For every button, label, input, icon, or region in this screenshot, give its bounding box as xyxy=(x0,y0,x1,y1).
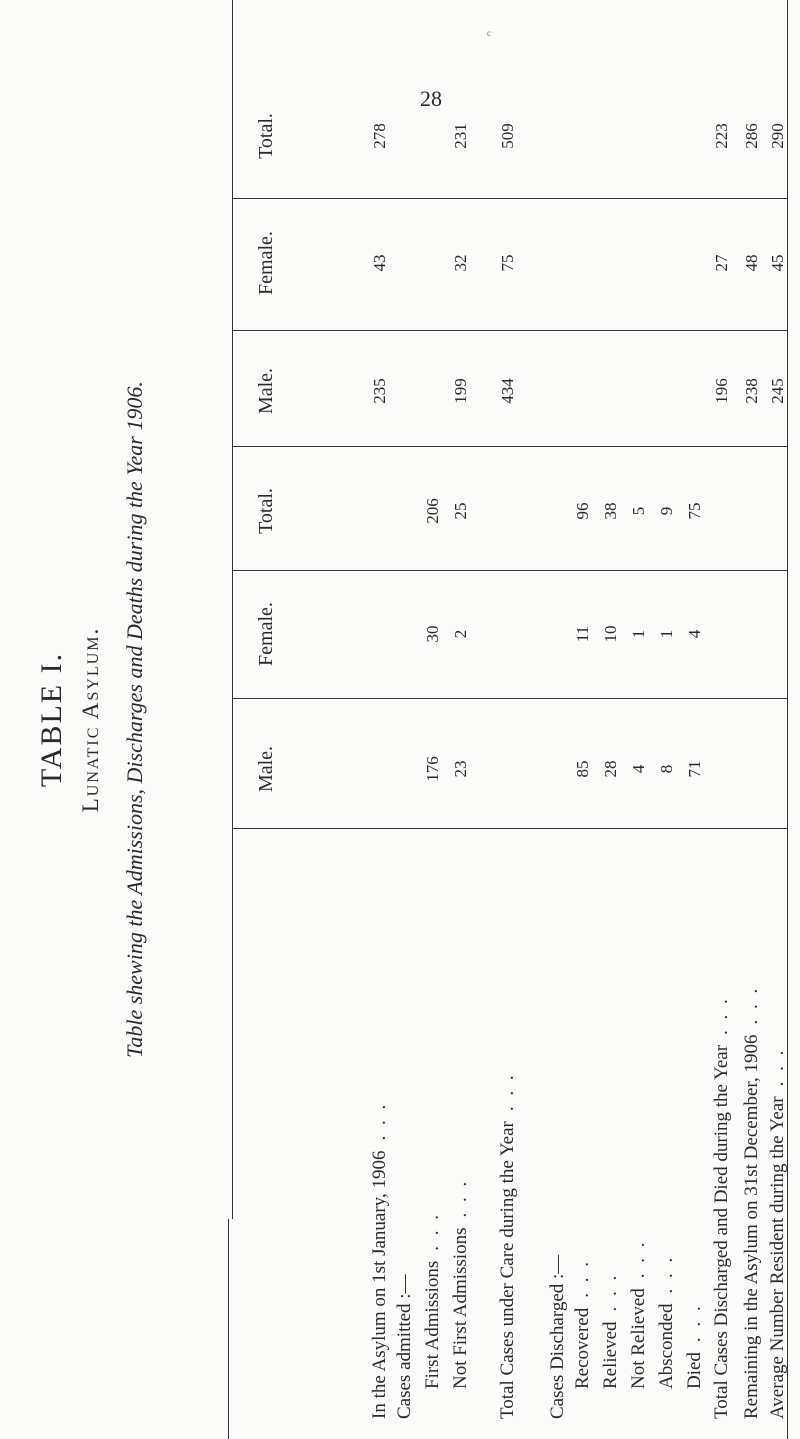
right-value-cell: 48 xyxy=(742,254,761,272)
right-value-cell: 235 xyxy=(370,378,389,404)
row-label: Remaining in the Asylum on 31st December, 1906. . . xyxy=(741,985,762,1419)
corner-mark: c xyxy=(487,28,491,38)
right-value-cell: 509 xyxy=(498,123,517,149)
left-value-cell: 1 xyxy=(629,629,648,639)
column-header: Female. xyxy=(255,602,277,666)
left-value-cell: 38 xyxy=(601,502,620,520)
leader-dots: . . . xyxy=(741,985,762,1025)
left-value-cell: 4 xyxy=(685,629,704,639)
leader-dots: . . . xyxy=(711,996,732,1035)
right-value-cell: 278 xyxy=(370,123,389,149)
column-header: Total. xyxy=(255,113,277,159)
row-label: In the Asylum on 1st January, 1906. . . xyxy=(369,1101,390,1419)
right-value-cell: 286 xyxy=(742,123,761,149)
right-value-cell: 43 xyxy=(370,254,389,272)
column-header: Total. xyxy=(255,488,277,534)
leader-dots: . . . xyxy=(628,1239,649,1279)
leader-dots: . . . xyxy=(572,1259,593,1298)
leader-dots: . . . xyxy=(450,1178,471,1218)
left-value-cell: 25 xyxy=(451,502,470,520)
row-label: Average Number Resident during the Year. . . xyxy=(767,1047,788,1419)
left-value-cell: 96 xyxy=(573,502,592,520)
row-label: Not First Admissions. . . xyxy=(450,1178,471,1389)
right-value-cell: 196 xyxy=(712,378,731,404)
column-header: Male. xyxy=(255,745,277,793)
left-value-cell: 2 xyxy=(451,629,470,639)
column-rule xyxy=(232,330,787,331)
left-value-cell: 176 xyxy=(423,756,442,782)
page-number: 28 xyxy=(420,86,442,111)
left-value-cell: 75 xyxy=(685,502,704,520)
left-value-cell: 28 xyxy=(601,760,620,778)
column-rule xyxy=(232,446,787,447)
right-value-cell: 290 xyxy=(768,123,787,149)
left-value-cell: 30 xyxy=(423,625,442,643)
column-rule xyxy=(232,828,787,829)
leader-dots: . . . xyxy=(369,1101,390,1141)
row-label: Total Cases Discharged and Died during the Year. . . xyxy=(711,996,732,1419)
left-value-cell: 206 xyxy=(423,498,442,524)
row-label: Cases admitted :— xyxy=(394,1274,415,1419)
row-label: Recovered. . . xyxy=(572,1259,593,1389)
left-value-cell: 11 xyxy=(573,625,592,643)
right-value-cell: 199 xyxy=(451,378,470,404)
column-rule xyxy=(232,198,787,199)
leader-dots: . . . xyxy=(656,1254,677,1294)
leader-dots: . . . xyxy=(684,1303,705,1343)
left-value-cell: 23 xyxy=(451,760,470,778)
right-value-cell: 231 xyxy=(451,123,470,149)
right-value-cell: 434 xyxy=(498,378,517,404)
left-value-cell: 71 xyxy=(685,760,704,778)
column-rule xyxy=(232,570,787,571)
right-value-cell: 245 xyxy=(768,378,787,404)
row-label: Absconded. . . xyxy=(656,1254,677,1389)
left-value-cell: 5 xyxy=(629,506,648,516)
right-value-cell: 27 xyxy=(712,254,731,272)
row-label: Total Cases under Care during the Year. . . xyxy=(497,1072,518,1419)
left-value-cell: 4 xyxy=(629,764,648,774)
table-caption: Table shewing the Admissions, Discharges and Deaths during the Year 1906. xyxy=(122,381,147,1058)
right-value-cell: 238 xyxy=(742,378,761,404)
row-label: First Admissions. . . xyxy=(422,1211,443,1389)
left-value-cell: 8 xyxy=(657,764,676,774)
table-title: TABLE I. xyxy=(35,651,68,788)
right-value-cell: 32 xyxy=(451,254,470,272)
column-header: Male. xyxy=(255,367,277,415)
row-label: Died. . . xyxy=(684,1303,705,1389)
left-value-cell: 10 xyxy=(601,625,620,643)
leader-dots: . . . xyxy=(767,1047,788,1087)
left-value-cell: 85 xyxy=(573,760,592,778)
table-subtitle: Lunatic Asylum. xyxy=(78,626,103,813)
column-header: Female. xyxy=(255,231,277,295)
leader-dots: . . . xyxy=(497,1072,518,1112)
left-value-cell: 9 xyxy=(657,506,676,516)
right-value-cell: 45 xyxy=(768,254,787,272)
column-rule xyxy=(232,698,787,699)
left-value-cell: 1 xyxy=(657,629,676,639)
header-rule xyxy=(232,0,233,1219)
right-value-cell: 75 xyxy=(498,254,517,272)
top-rule xyxy=(228,1219,229,1439)
row-label: Relieved. . . xyxy=(600,1272,621,1389)
row-label: Not Relieved. . . xyxy=(628,1239,649,1389)
row-label: Cases Discharged :— xyxy=(547,1254,568,1419)
right-value-cell: 223 xyxy=(712,123,731,149)
leader-dots: . . . xyxy=(422,1211,443,1251)
leader-dots: . . . xyxy=(600,1272,621,1312)
